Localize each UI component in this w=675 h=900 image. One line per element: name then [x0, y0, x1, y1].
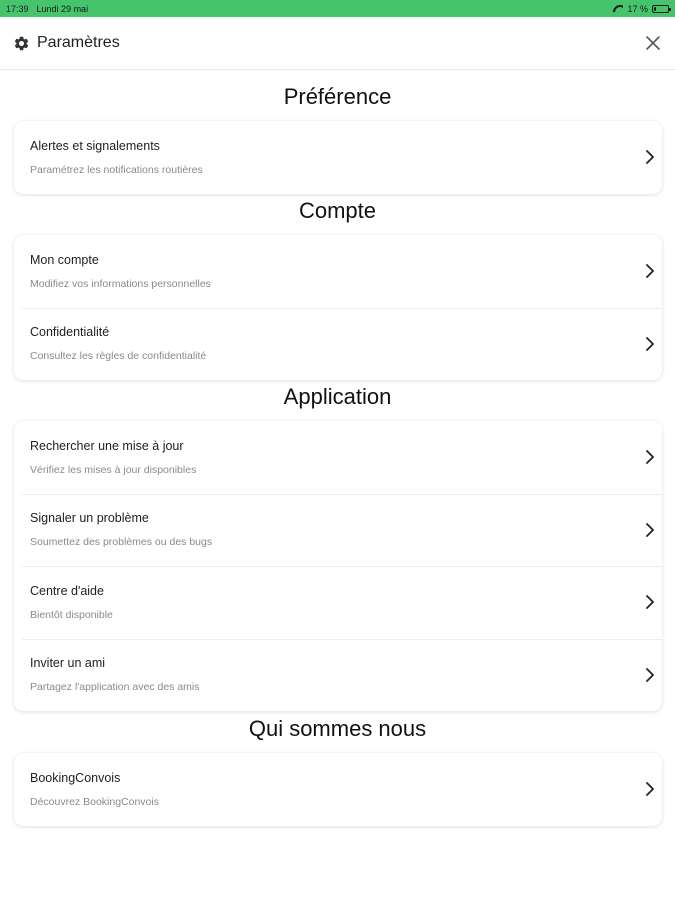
item-title: Alertes et signalements	[30, 138, 160, 153]
item-subtitle: Consultez les règles de confidentialité	[30, 350, 207, 363]
settings-item-check-update[interactable]	[14, 421, 662, 494]
settings-item-bookingconvois[interactable]	[14, 753, 662, 826]
section-title-account: Compte	[298, 198, 377, 223]
item-subtitle: Modifiez vos informations personnelles	[30, 277, 211, 290]
chevron-right-icon	[644, 782, 656, 796]
section-title-preference: Préférence	[283, 84, 392, 109]
item-subtitle: Bientôt disponible	[30, 608, 113, 621]
chevron-right-icon	[644, 264, 656, 278]
settings-item-alerts[interactable]	[14, 121, 662, 194]
close-icon	[643, 33, 663, 53]
item-title: Signaler un problème	[30, 511, 149, 526]
card-application	[14, 421, 662, 711]
settings-item-help-center[interactable]	[14, 566, 662, 639]
settings-item-privacy[interactable]	[14, 308, 662, 381]
wifi-icon	[613, 5, 623, 13]
settings-item-report-problem[interactable]	[14, 494, 662, 567]
section-title-about: Qui sommes nous	[248, 716, 427, 741]
item-subtitle: Découvrez BookingConvois	[30, 795, 159, 808]
card-preference	[14, 121, 662, 194]
battery-percent: 17 %	[627, 3, 648, 14]
item-title: Mon compte	[30, 252, 99, 267]
chevron-right-icon	[644, 523, 656, 537]
chevron-right-icon	[644, 337, 656, 351]
page-title: Paramètres	[37, 34, 120, 51]
item-subtitle: Paramétrez les notifications routières	[30, 163, 203, 176]
chevron-right-icon	[644, 450, 656, 464]
item-title: BookingConvois	[30, 770, 121, 785]
item-title: Inviter un ami	[30, 656, 106, 671]
battery-icon	[652, 5, 669, 13]
settings-item-my-account[interactable]	[14, 235, 662, 308]
settings-item-invite-friend[interactable]	[14, 639, 662, 712]
chevron-right-icon	[644, 668, 656, 682]
item-subtitle: Partagez l'application avec des amis	[30, 681, 200, 694]
section-title-application: Application	[283, 384, 392, 409]
item-title: Centre d'aide	[30, 583, 104, 598]
card-about	[14, 753, 662, 826]
top-bar	[0, 17, 675, 70]
gear-icon	[13, 35, 30, 52]
status-time: 17:39	[6, 3, 29, 14]
item-title: Confidentialité	[30, 325, 110, 340]
card-account	[14, 235, 662, 380]
item-subtitle: Vérifiez les mises à jour disponibles	[30, 463, 197, 476]
chevron-right-icon	[644, 150, 656, 164]
item-title: Rechercher une mise à jour	[30, 438, 184, 453]
status-bar	[0, 0, 675, 17]
chevron-right-icon	[644, 595, 656, 609]
item-subtitle: Soumettez des problèmes ou des bugs	[30, 536, 213, 549]
close-button[interactable]	[643, 33, 663, 53]
status-date: Lundi 29 mai	[36, 3, 89, 14]
